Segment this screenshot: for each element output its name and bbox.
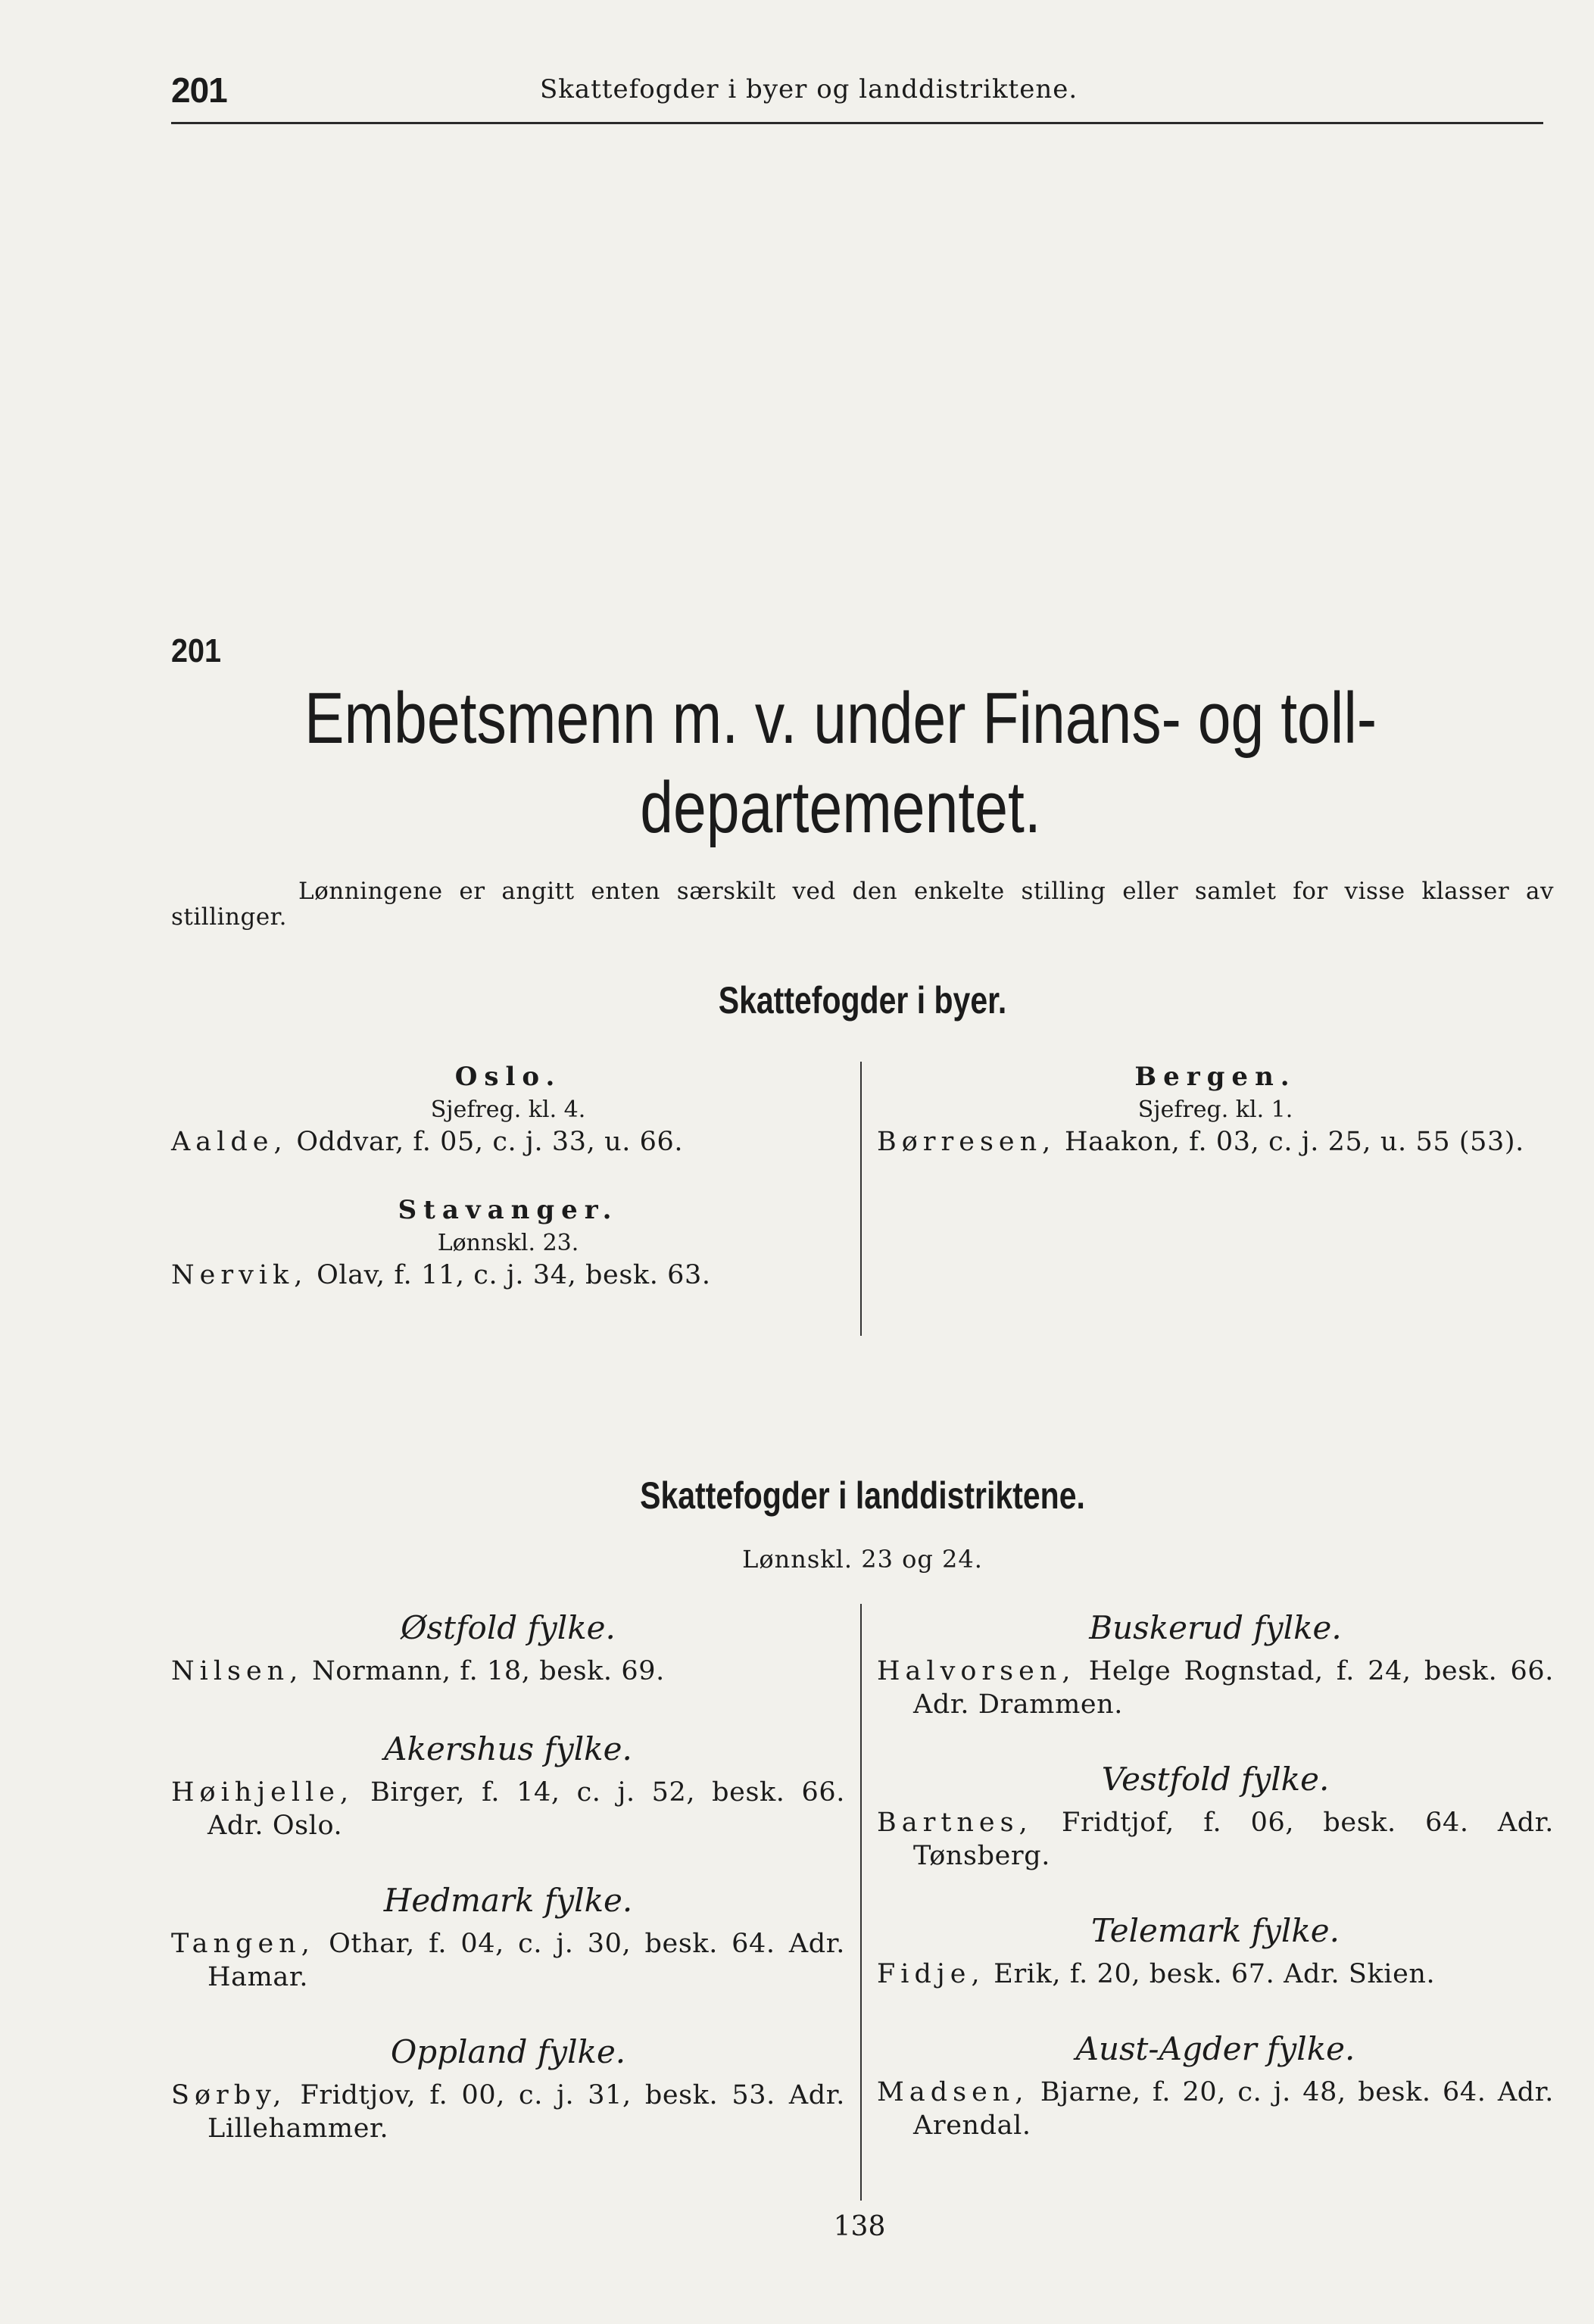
land-lonnsklasse: Lønnskl. 23 og 24. bbox=[742, 1545, 983, 1574]
entry-name: Madsen, bbox=[877, 2077, 1029, 2107]
entry-details: Normann, f. 18, besk. 69. bbox=[303, 1656, 665, 1686]
byer-column-divider bbox=[860, 1062, 862, 1336]
fylke-heading: Akershus fylke. bbox=[384, 1730, 632, 1767]
entry-details: Birger, f. 14, c. j. 52, besk. 66. Adr. Oslo. bbox=[207, 1777, 845, 1841]
byer-heading: Skattefogder i byer. bbox=[718, 979, 1007, 1022]
entry-aust-agder bbox=[877, 2076, 1554, 2142]
section-title-line-2: departementet. bbox=[640, 767, 1041, 848]
entry-oppland bbox=[171, 2079, 845, 2145]
entry-bergen bbox=[877, 1125, 1554, 1159]
entry-ostfold bbox=[171, 1655, 845, 1688]
entry-hedmark bbox=[171, 1927, 845, 1994]
fylke-heading: Buskerud fylke. bbox=[1089, 1609, 1342, 1646]
klasse-stavanger: Lønnskl. 23. bbox=[437, 1230, 579, 1256]
entry-vestfold bbox=[877, 1806, 1554, 1873]
klasse-bergen: Sjefreg. kl. 1. bbox=[1137, 1096, 1293, 1123]
entry-details: Oddvar, f. 05, c. j. 33, u. 66. bbox=[287, 1127, 684, 1157]
section-title bbox=[276, 674, 1405, 853]
entry-details: Fridtjof, f. 06, besk. 64. Adr. Tønsberg. bbox=[913, 1808, 1554, 1871]
entry-name: Sørby, bbox=[171, 2080, 287, 2110]
entry-details: Helge Rognstad, f. 24, besk. 66. Adr. Drammen. bbox=[913, 1656, 1554, 1720]
footer-page-number: 138 bbox=[833, 2211, 886, 2242]
entry-name: Tangen, bbox=[171, 1929, 315, 1959]
entry-details: Erik, f. 20, besk. 67. Adr. Skien. bbox=[984, 1959, 1436, 1989]
entry-akershus bbox=[171, 1776, 845, 1842]
entry-name: Nilsen, bbox=[171, 1656, 304, 1686]
header-running-title: Skattefogder i byer og landdistriktene. bbox=[540, 74, 1078, 105]
section-number: 201 bbox=[171, 632, 222, 669]
byer-left-column bbox=[171, 1059, 845, 1292]
entry-telemark bbox=[877, 1957, 1554, 1991]
entry-name: Fidje, bbox=[877, 1959, 985, 1989]
fylke-heading: Østfold fylke. bbox=[401, 1609, 616, 1646]
entry-name: Halvorsen, bbox=[877, 1656, 1076, 1686]
entry-details: Olav, f. 11, c. j. 34, besk. 63. bbox=[307, 1260, 711, 1290]
section-title-line-1: Embetsmenn m. v. under Finans- og toll- bbox=[304, 678, 1377, 759]
place-bergen: Bergen. bbox=[1134, 1062, 1296, 1092]
fylke-heading: Hedmark fylke. bbox=[383, 1882, 633, 1919]
land-heading: Skattefogder i landdistriktene. bbox=[640, 1474, 1085, 1517]
land-left-column bbox=[171, 1602, 845, 2145]
fylke-heading: Vestfold fylke. bbox=[1101, 1761, 1330, 1798]
place-oslo: Oslo. bbox=[454, 1062, 562, 1092]
klasse-oslo: Sjefreg. kl. 4. bbox=[430, 1096, 586, 1123]
entry-name: Aalde, bbox=[171, 1127, 288, 1157]
entry-details: Othar, f. 04, c. j. 30, besk. 64. Adr. Hamar. bbox=[207, 1929, 845, 1992]
fylke-heading: Telemark fylke. bbox=[1090, 1912, 1340, 1949]
place-stavanger: Stavanger. bbox=[398, 1195, 619, 1225]
entry-details: Bjarne, f. 20, c. j. 48, besk. 64. Adr. Arendal. bbox=[913, 2077, 1554, 2141]
entry-name: Bartnes, bbox=[877, 1808, 1033, 1838]
running-header bbox=[171, 70, 1542, 115]
header-page-number: 201 bbox=[171, 70, 227, 110]
entry-details: Fridtjov, f. 00, c. j. 31, besk. 53. Adr. Lillehammer. bbox=[207, 2080, 845, 2144]
entry-buskerud bbox=[877, 1655, 1554, 1721]
fylke-heading: Oppland fylke. bbox=[390, 2033, 626, 2070]
header-rule bbox=[171, 122, 1543, 124]
section-note: Lønningene er angitt enten særskilt ved den enkelte stilling eller samlet for visse klasser av stillinger. bbox=[171, 878, 1554, 931]
land-right-column bbox=[877, 1602, 1554, 2142]
entry-oslo bbox=[171, 1125, 845, 1159]
fylke-heading: Aust-Agder fylke. bbox=[1075, 2030, 1355, 2067]
entry-details: Haakon, f. 03, c. j. 25, u. 55 (53). bbox=[1056, 1127, 1524, 1157]
land-column-divider bbox=[860, 1604, 862, 2201]
entry-name: Børresen, bbox=[877, 1127, 1056, 1157]
entry-name: Høihjelle, bbox=[171, 1777, 354, 1808]
entry-name: Nervik, bbox=[171, 1260, 308, 1290]
entry-stavanger bbox=[171, 1259, 845, 1292]
byer-right-column bbox=[877, 1059, 1554, 1159]
